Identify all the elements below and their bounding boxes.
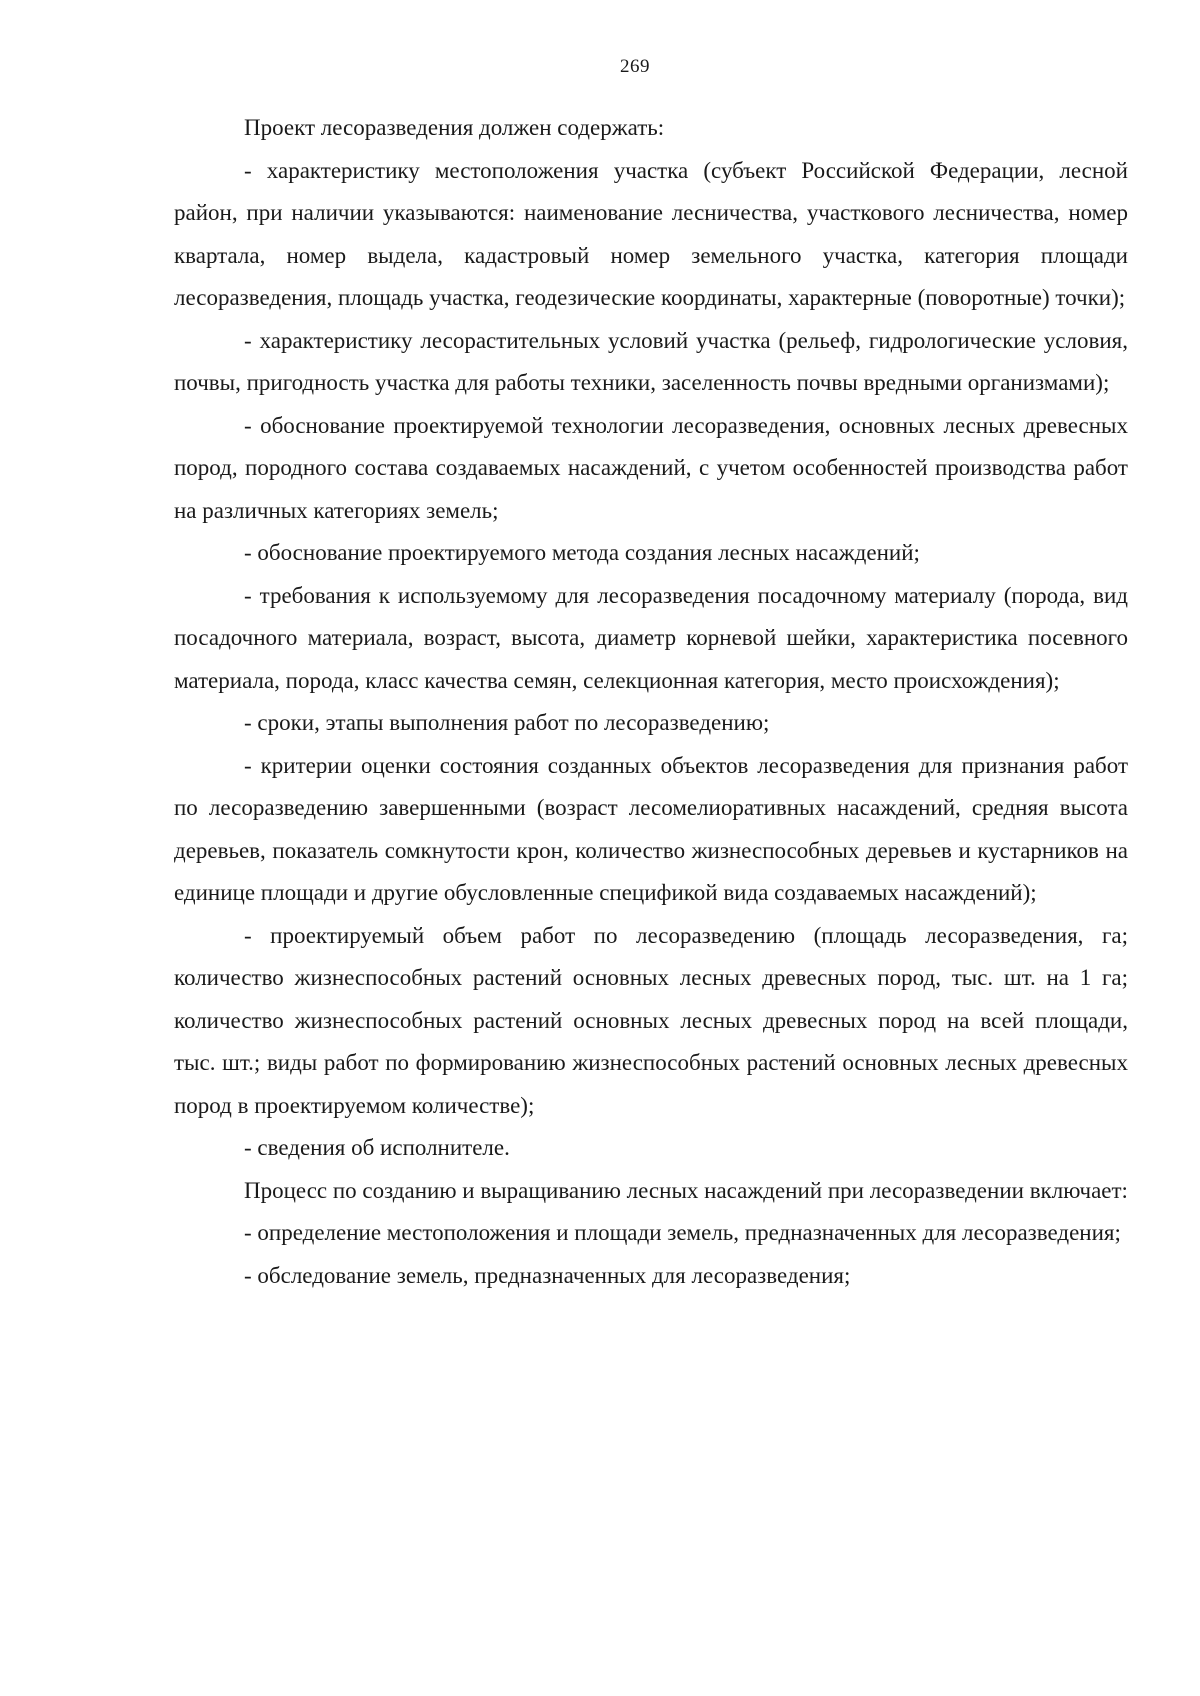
list-item-location: - характеристику местоположения участка (субъект Российской Федерации, лесной район, при наличии указываются: наименование лесничества, участкового лесничества, номер квартала, номер выдела, кадастровый номер земельного участка, категория площади лесоразведения, площадь участка, геодезические координаты, характерные (поворотные) точки); <box>174 157 1128 310</box>
list-item-planting-material: - требования к используемому для лесоразведения посадочному материалу (порода, вид посадочного материала, возраст, высота, диаметр корневой шейки, характеристика посевного материала, порода, класс качества семян, селекционная категория, место происхождения); <box>174 582 1128 693</box>
list-item-method-justification: - обоснование проектируемого метода создания лесных насаждений; <box>244 540 920 565</box>
list-item-assessment-criteria: - критерии оценки состояния созданных объектов лесоразведения для признания работ по лесоразведению завершенными (возраст лесомелиоративных насаждений, средняя высота деревьев, показатель сомкнутости крон, количество жизнеспособных деревьев и кустарников на единице площади и другие обусловленные спецификой вида создаваемых насаждений); <box>174 752 1128 905</box>
list-item-timing: - сроки, этапы выполнения работ по лесоразведению; <box>244 710 770 735</box>
list-item-growing-conditions: - характеристику лесорастительных условий участка (рельеф, гидрологические условия, почвы, пригодность участка для работы техники, заселенность почвы вредными организмами); <box>174 327 1128 395</box>
paragraph-process: Процесс по созданию и выращиванию лесных насаждений при лесоразведении включает: <box>244 1177 1128 1203</box>
page-number: 269 <box>620 56 650 77</box>
list-item-contractor: - сведения об исполнителе. <box>244 1135 510 1160</box>
list-item-technology-justification: - обоснование проектируемой технологии лесоразведения, основных лесных древесных пород, породного состава создаваемых насаждений, с учетом особенностей производства работ на различных категориях земель; <box>174 412 1128 523</box>
list-item-survey: - обследование земель, предназначенных для лесоразведения; <box>244 1262 851 1288</box>
list-item-work-volume: - проектируемый объем работ по лесоразведению (площадь лесоразведения, га; количество жизнеспособных растений основных лесных древесных пород, тыс. шт. на 1 га; количество жизнеспособных растений основных лесных древесных пород на всей площади, тыс. шт.; виды работ по формированию жизнеспособных растений основных лесных древесных пород в проектируемом количестве); <box>174 922 1128 1118</box>
list-item-location-area: - определение местоположения и площади земель, предназначенных для лесоразведения; <box>244 1220 1121 1245</box>
paragraph-intro: Проект лесоразведения должен содержать: <box>244 115 665 140</box>
document-body <box>174 107 1128 1297</box>
